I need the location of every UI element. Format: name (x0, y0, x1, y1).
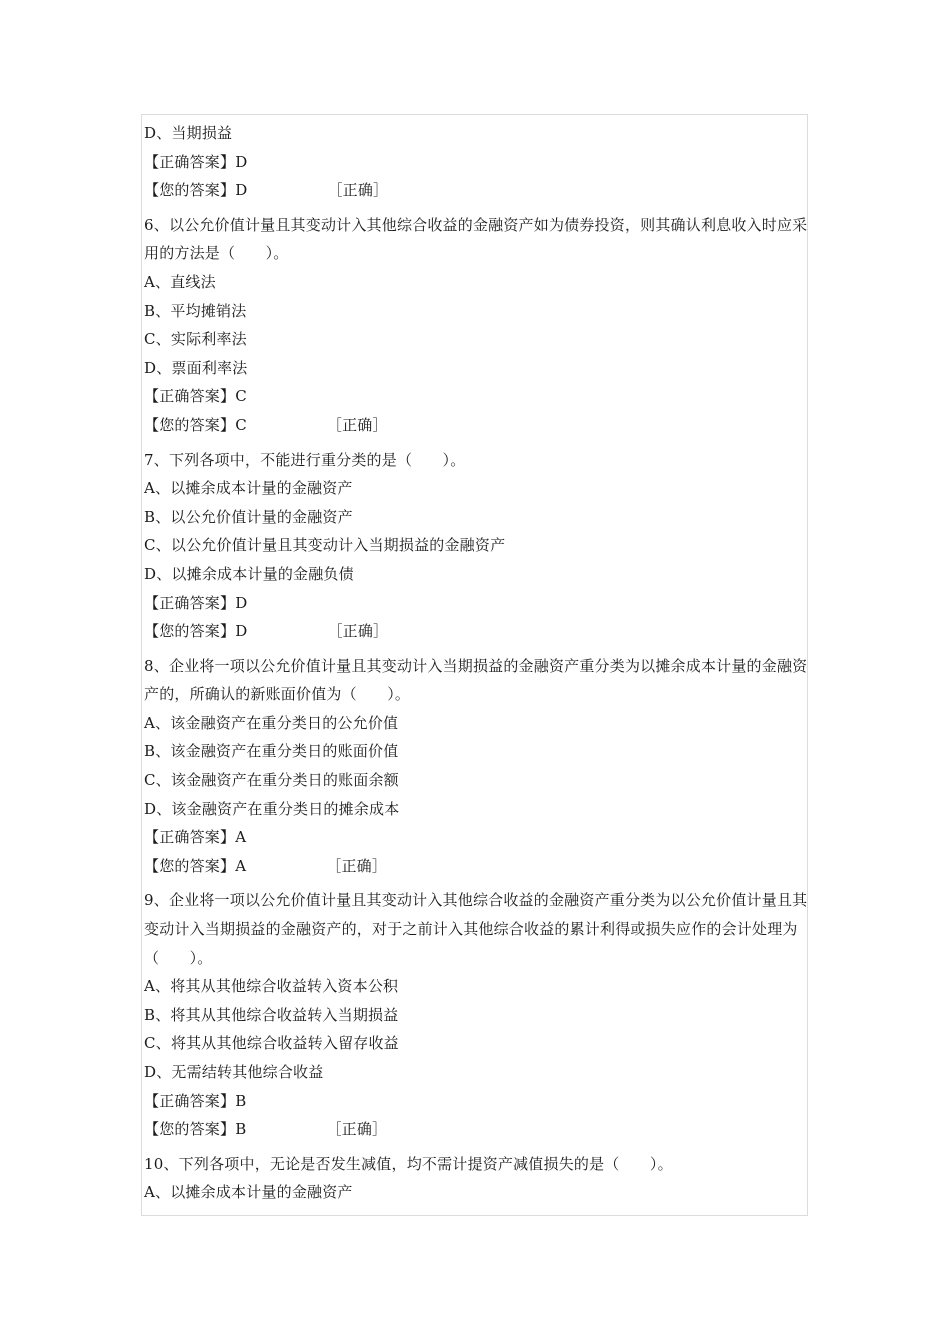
your-answer: 【您的答案】D ［正确］ (144, 617, 808, 646)
correct-answer: 【正确答案】C (144, 387, 247, 406)
option-b: B、该金融资产在重分类日的账面价值 (144, 742, 399, 761)
option-b: B、平均摊销法 (144, 301, 247, 320)
option-a: A、以摊余成本计量的金融资产 (144, 1183, 353, 1202)
option-a: A、将其从其他综合收益转入资本公积 (144, 977, 399, 996)
your-answer: 【您的答案】B ［正确］ (144, 1115, 808, 1144)
question-9 (144, 886, 808, 1143)
option-d: D、该金融资产在重分类日的摊余成本 (144, 799, 400, 818)
option-c: C、以公允价值计量且其变动计入当期损益的金融资产 (144, 536, 506, 555)
your-answer: 【您的答案】C ［正确］ (144, 411, 808, 440)
result-status: ［正确］ (327, 622, 389, 641)
result-status: ［正确］ (327, 181, 389, 200)
question-text: 7、下列各项中，不能进行重分类的是（ ）。 (144, 450, 466, 469)
option-c: C、实际利率法 (144, 330, 247, 349)
option-a: A、直线法 (144, 272, 216, 291)
option-b: B、以公允价值计量的金融资产 (144, 507, 353, 526)
option-a: A、以摊余成本计量的金融资产 (144, 479, 353, 498)
option-d: D、以摊余成本计量的金融负债 (144, 564, 354, 583)
option-d: D、票面利率法 (144, 358, 248, 377)
result-status: ［正确］ (326, 856, 388, 875)
question-text: 9、企业将一项以公允价值计量且其变动计入其他综合收益的金融资产重分类为以公允价值计量且其变动计入当期损益的金融资产的，对于之前计入其他综合收益的累计利得或损失应作的会计处理为（ ）。 (144, 891, 808, 967)
question-text: 6、以公允价值计量且其变动计入其他综合收益的金融资产如为债券投资，则其确认利息收入时应采用的方法是（ ）。 (144, 215, 808, 263)
option-a: A、该金融资产在重分类日的公允价值 (144, 713, 399, 732)
correct-answer: 【正确答案】A (144, 828, 247, 847)
document-content (144, 119, 808, 1207)
correct-answer: 【正确答案】B (144, 1091, 247, 1110)
question-7 (144, 446, 808, 646)
question-6 (144, 211, 808, 440)
option-c: C、将其从其他综合收益转入留存收益 (144, 1034, 399, 1053)
question-10 (144, 1150, 808, 1207)
correct-answer: 【正确答案】D (144, 593, 248, 612)
option-d: D、无需结转其他综合收益 (144, 1063, 324, 1081)
option-d: D、当期损益 (144, 124, 233, 142)
result-status: ［正确］ (326, 1120, 388, 1139)
question-8 (144, 652, 808, 881)
option-b: B、将其从其他综合收益转入当期损益 (144, 1005, 399, 1024)
option-c: C、该金融资产在重分类日的账面余额 (144, 771, 399, 790)
question-text: 10、下列各项中，无论是否发生减值，均不需计提资产减值损失的是（ ）。 (144, 1154, 673, 1173)
your-answer: 【您的答案】D ［正确］ (144, 176, 808, 205)
question-text: 8、企业将一项以公允价值计量且其变动计入当期损益的金融资产重分类为以摊余成本计量的金融资产的，所确认的新账面价值为（ ）。 (144, 656, 808, 704)
result-status: ［正确］ (326, 415, 388, 434)
correct-answer: 【正确答案】D (144, 152, 248, 171)
question-5-tail (144, 119, 808, 205)
your-answer: 【您的答案】A ［正确］ (144, 852, 808, 881)
